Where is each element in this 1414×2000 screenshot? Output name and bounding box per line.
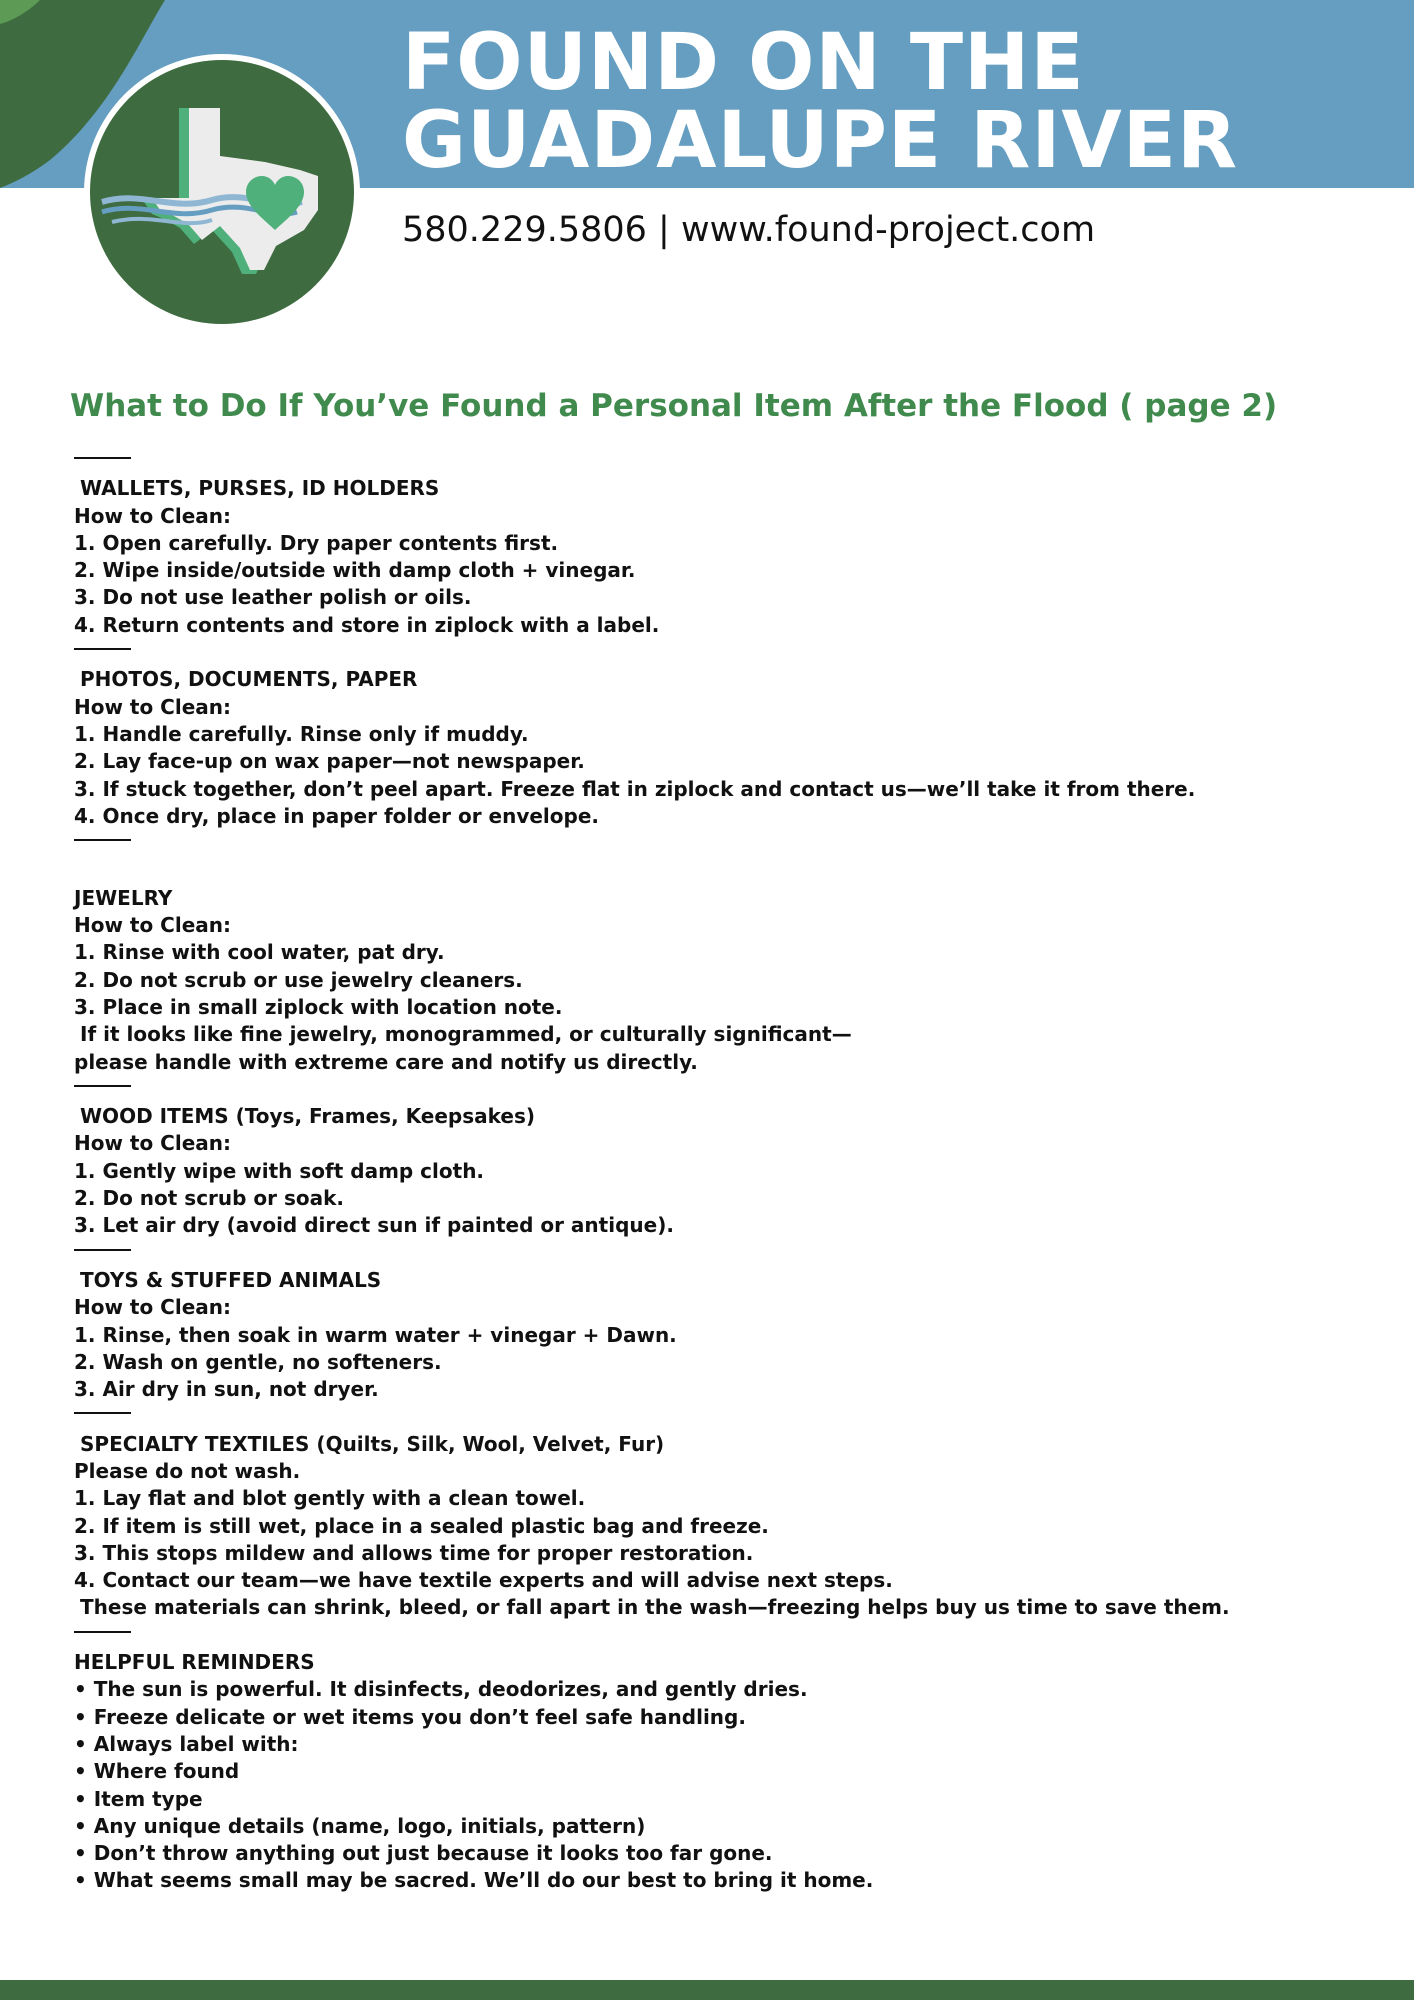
text-line: 1. Gently wipe with soft damp cloth.	[74, 1158, 485, 1183]
text-line: 3. Let air dry (avoid direct sun if painted or antique).	[74, 1213, 674, 1238]
text-line: 2. If item is still wet, place in a sealed plastic bag and freeze.	[74, 1513, 769, 1538]
text-line: • Don’t throw anything out just because it looks too far gone.	[74, 1841, 773, 1866]
section-title: These materials can shrink, bleed, or fall apart in the wash—freezing helps buy us time to save them.	[80, 1595, 1230, 1620]
section-title: TOYS & STUFFED ANIMALS	[80, 1267, 382, 1292]
text-line: 2. Lay face-up on wax paper—not newspaper.	[74, 749, 585, 774]
text-line: How to Clean:	[74, 913, 232, 938]
text-line: please handle with extreme care and notify us directly.	[74, 1049, 698, 1074]
title-line-2: GUADALUPE RIVER	[402, 96, 1239, 186]
text-line: • Where found	[74, 1759, 240, 1784]
text-line: 3. Air dry in sun, not dryer.	[74, 1377, 379, 1402]
section-divider	[74, 830, 1354, 857]
text-line: How to Clean:	[74, 1131, 232, 1156]
text-line: 2. Do not scrub or use jewelry cleaners.	[74, 967, 523, 992]
section-divider	[74, 1240, 1354, 1267]
text-line: 2. Wash on gentle, no softeners.	[74, 1349, 442, 1374]
text-line: • The sun is powerful. It disinfects, deodorizes, and gently dries.	[74, 1677, 808, 1702]
text-line: 1. Lay flat and blot gently with a clean towel.	[74, 1486, 586, 1511]
text-line: • Freeze delicate or wet items you don’t feel safe handling.	[74, 1704, 746, 1729]
text-line: 3. Do not use leather polish or oils.	[74, 585, 472, 610]
text-line: 1. Rinse, then soak in warm water + vinegar + Dawn.	[74, 1322, 677, 1347]
section-divider	[74, 448, 1354, 475]
section-title: If it looks like fine jewelry, monogrammed, or culturally significant—	[80, 1022, 852, 1047]
section-divider	[74, 639, 1354, 666]
text-line: JEWELRY	[74, 885, 173, 910]
text-line: 2. Do not scrub or soak.	[74, 1186, 345, 1211]
text-line: 2. Wipe inside/outside with damp cloth + vinegar.	[74, 558, 636, 583]
text-line: 1. Open carefully. Dry paper contents first.	[74, 530, 559, 555]
text-line: Please do not wash.	[74, 1458, 301, 1483]
section-title: PHOTOS, DOCUMENTS, PAPER	[80, 667, 418, 692]
contact-info: 580.229.5806 | www.found-project.com	[402, 210, 1096, 250]
section-heading: What to Do If You’ve Found a Personal Item After the Flood ( page 2)	[70, 388, 1278, 424]
text-line: 3. If stuck together, don’t peel apart. Freeze flat in ziplock and contact us—we’ll take it from there.	[74, 776, 1196, 801]
text-line: 3. This stops mildew and allows time for proper restoration.	[74, 1540, 754, 1565]
text-line: 3. Place in small ziplock with location note.	[74, 994, 563, 1019]
text-line: 4. Contact our team—we have textile experts and will advise next steps.	[74, 1568, 893, 1593]
text-line: • Always label with:	[74, 1731, 299, 1756]
text-line: How to Clean:	[74, 1295, 232, 1320]
text-line: 4. Return contents and store in ziplock with a label.	[74, 612, 660, 637]
title-line-1: FOUND ON THE	[402, 18, 1085, 108]
spacer	[74, 857, 1354, 884]
text-line: • Any unique details (name, logo, initials, pattern)	[74, 1813, 646, 1838]
page-title	[402, 18, 1239, 186]
text-line: 1. Rinse with cool water, pat dry.	[74, 940, 445, 965]
cleaning-guide-content	[74, 448, 1354, 1895]
section-title: WALLETS, PURSES, ID HOLDERS	[80, 476, 440, 501]
section-divider	[74, 1076, 1354, 1103]
text-line: How to Clean:	[74, 503, 232, 528]
texas-heart-river-icon	[82, 52, 362, 332]
text-line: • Item type	[74, 1786, 203, 1811]
section-divider	[74, 1622, 1354, 1649]
section-title: WOOD ITEMS (Toys, Frames, Keepsakes)	[80, 1104, 535, 1129]
text-line: • What seems small may be sacred. We’ll do our best to bring it home.	[74, 1868, 874, 1893]
text-line: HELPFUL REMINDERS	[74, 1650, 315, 1675]
section-title: SPECIALTY TEXTILES (Quilts, Silk, Wool, Velvet, Fur)	[80, 1431, 665, 1456]
text-line: 1. Handle carefully. Rinse only if muddy.	[74, 721, 529, 746]
text-line: 4. Once dry, place in paper folder or envelope.	[74, 803, 599, 828]
footer-bar	[0, 1980, 1414, 2000]
section-divider	[74, 1403, 1354, 1430]
text-line: How to Clean:	[74, 694, 232, 719]
